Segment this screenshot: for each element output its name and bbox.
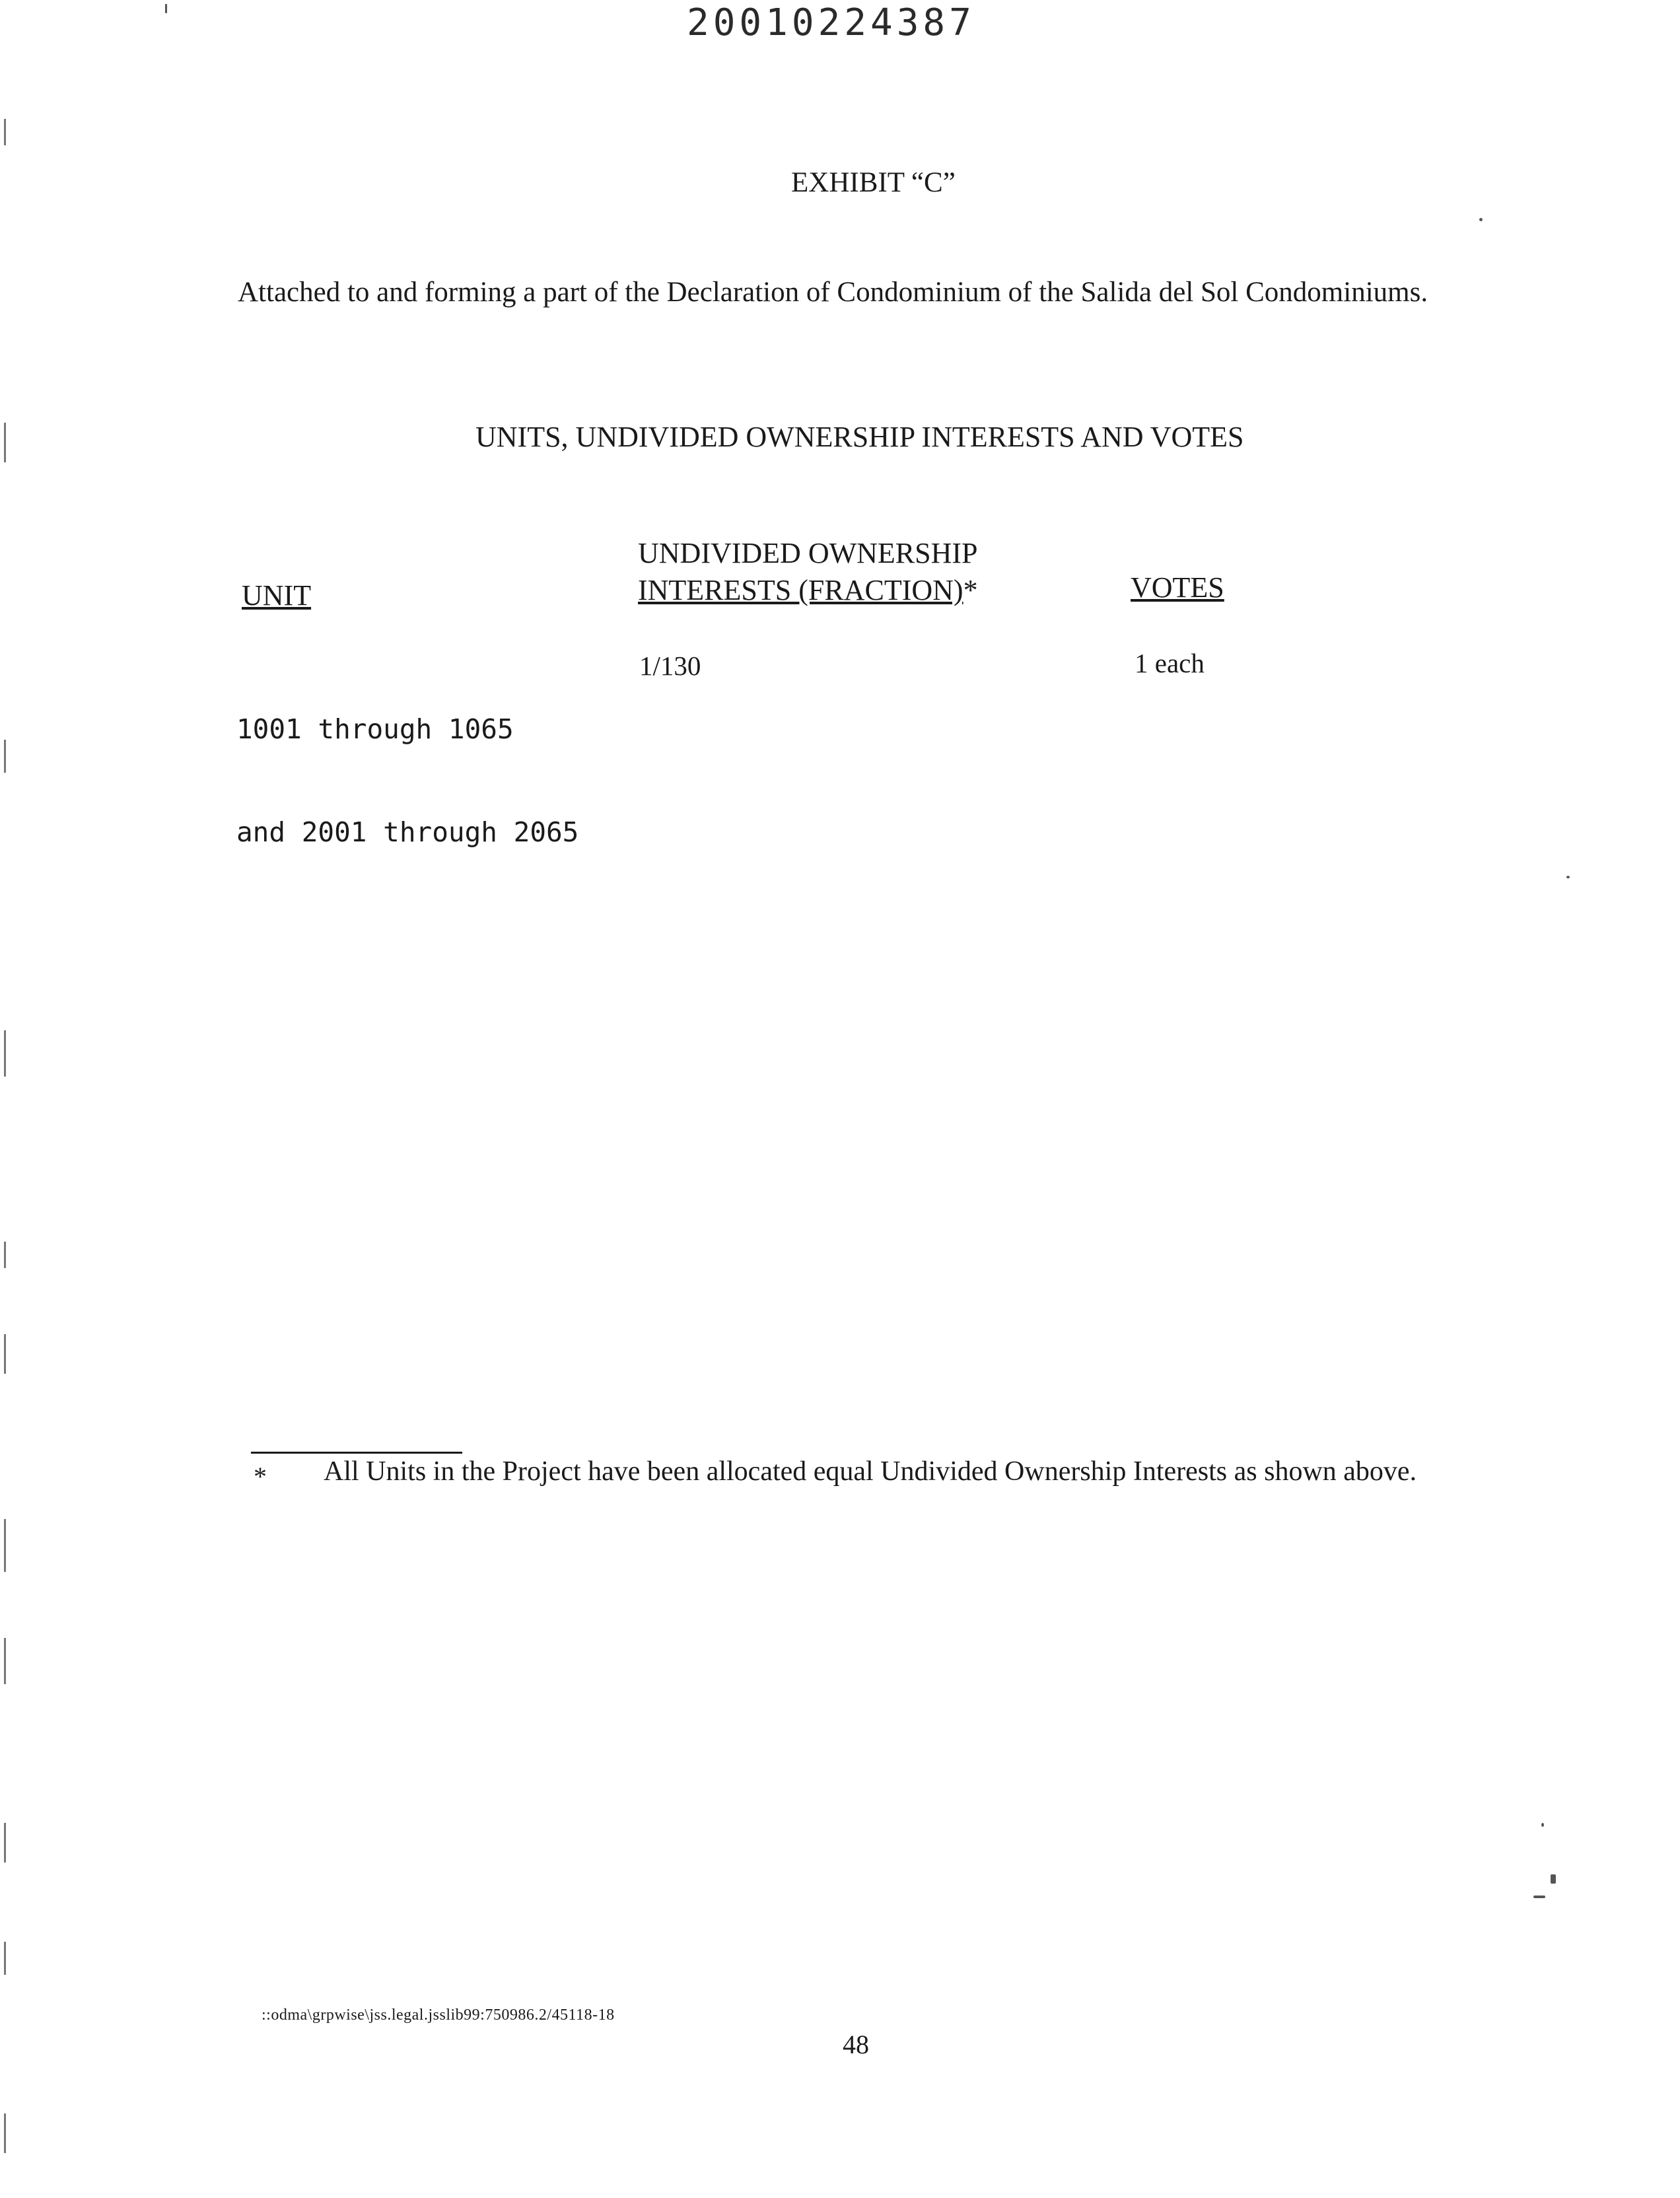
scan-speck bbox=[1533, 1896, 1545, 1898]
votes-value: 1 each bbox=[1135, 648, 1205, 678]
footnote-reference-marker: * bbox=[963, 574, 978, 606]
exhibit-title: EXHIBIT “C” bbox=[791, 167, 956, 198]
section-heading: UNITS, UNDIVIDED OWNERSHIP INTERESTS AND VOTES bbox=[475, 421, 1244, 453]
page-number: 48 bbox=[843, 2030, 869, 2059]
footnote-text: All Units in the Project have been allocated equal Undivided Ownership Interests as shown above. bbox=[324, 1456, 1417, 1487]
file-reference: ::odma\grpwise\jss.legal.jsslib99:750986.2/45118-18 bbox=[262, 2006, 615, 2024]
footnote-marker: * bbox=[254, 1462, 267, 1491]
unit-range-line2: and 2001 through 2065 bbox=[236, 816, 579, 848]
column-header-interest-line1: UNDIVIDED OWNERSHIP bbox=[638, 537, 978, 569]
unit-range-line1: 1001 through 1065 bbox=[236, 713, 514, 745]
scan-speck bbox=[1566, 876, 1570, 878]
scan-speck bbox=[1479, 218, 1483, 221]
column-header-interest-line2-text: INTERESTS (FRACTION) bbox=[638, 574, 963, 606]
scan-speck bbox=[1551, 1874, 1556, 1884]
column-header-votes: VOTES bbox=[1131, 571, 1224, 604]
column-header-interest-line2 bbox=[638, 572, 978, 609]
scan-edge-noise bbox=[0, 0, 18, 2198]
table-row bbox=[236, 643, 578, 918]
intro-paragraph: Attached to and forming a part of the Declaration of Condominium of the Salida del Sol Condominiums. bbox=[238, 277, 1428, 308]
document-number: 20010224387 bbox=[687, 1, 975, 44]
interest-value: 1/130 bbox=[639, 651, 701, 681]
column-header-unit: UNIT bbox=[242, 579, 312, 612]
scan-speck bbox=[1541, 1823, 1544, 1827]
column-header-interest bbox=[638, 535, 978, 609]
scan-speck bbox=[165, 4, 167, 13]
footnote-divider bbox=[251, 1452, 462, 1454]
